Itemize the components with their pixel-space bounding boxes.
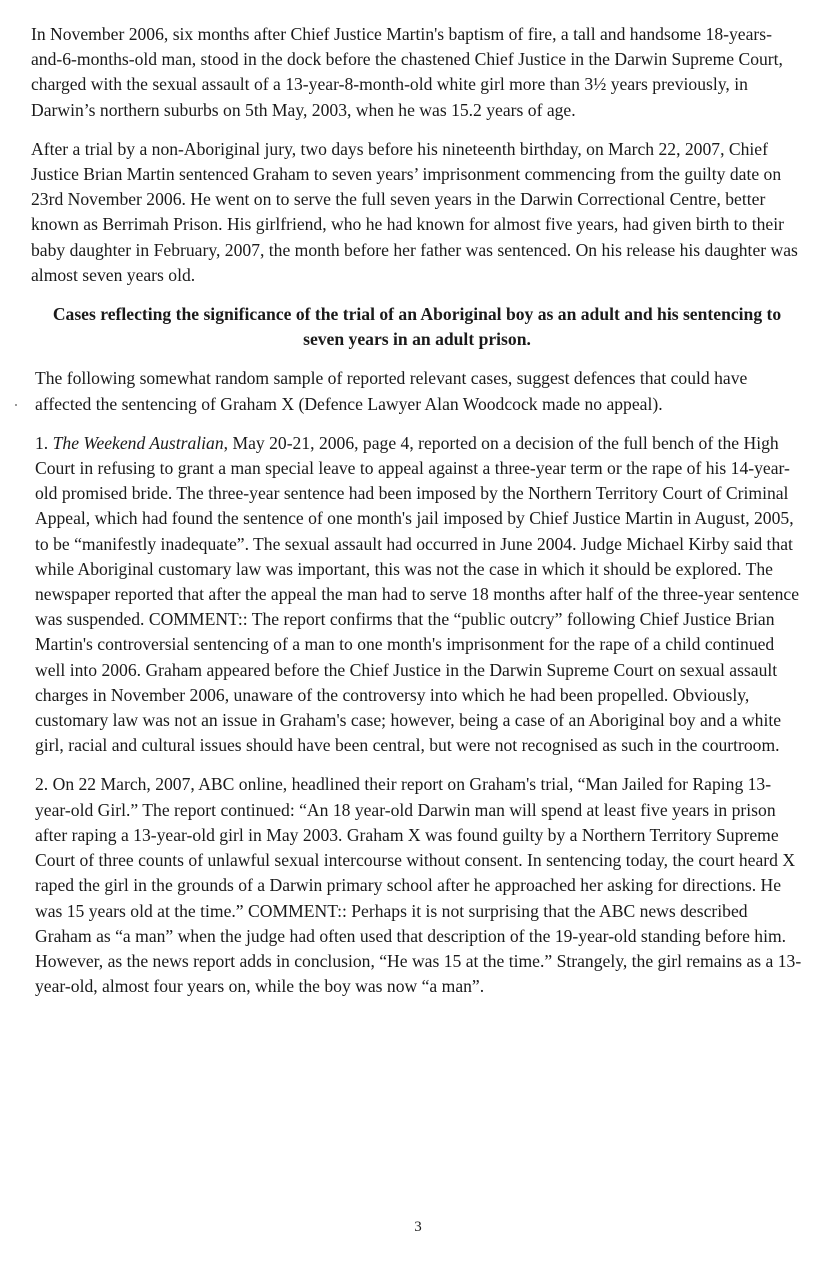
case-1-publication: The Weekend Australian: [52, 432, 224, 453]
case-1-paragraph: [35, 431, 803, 759]
scan-speck: [15, 404, 17, 406]
case-1-text: , May 20-21, 2006, page 4, reported on a decision of the full bench of the High Court in refusing to grant a man special leave to appeal against a three-year term or the rape of his 14-year-old promised bride. The three-year sentence had been imposed by the Northern Territory Court of Criminal Appeal, which had found the sentence of one month's jail imposed by Chief Justice Martin in August, 2005, to be “manifestly inadequate”. The sexual assault had occurred in June 2004. Judge Michael Kirby said that while Aboriginal customary law was important, this was not the case in which it should be explored. The newspaper reported that after the appeal the man had to serve 18 months after half of the three-year sentence was suspended. COMMENT:: The report confirms that the “public outcry” following Chief Justice Brian Martin's controversial sentencing of a man to one month's imprisonment for the rape of a child continued well into 2006. Graham appeared before the Chief Justice in the Darwin Supreme Court on sexual assault charges in November 2006, unaware of the controversy into which he had been propelled. Obviously, customary law was not an issue in Graham's case; however, being a case of an Aboriginal boy and a white girl, racial and cultural issues should have been central, but were not recognised as such in the courtroom.: [35, 432, 800, 756]
page-number: 3: [414, 1219, 422, 1235]
paragraph-november-2006: In November 2006, six months after Chief Justice Martin's baptism of fire, a tall and handsome 18-years-and-6-months-old man, stood in the dock before the chastened Chief Justice in the Darwin Supreme Court, charged with the sexual assault of a 13-year-8-month-old white girl more than 3½ years previously, in Darwin’s northern suburbs on 5th May, 2003, when he was 15.2 years of age.: [31, 24, 783, 120]
case-2-text: On 22 March, 2007, ABC online, headlined their report on Graham's trial, “Man Jailed for Raping 13-year-old Girl.” The report continued: “An 18 year-old Darwin man will spend at least five years in prison after raping a 13-year-old girl in May 2003. Graham X was found guilty by a Northern Territory Supreme Court of three counts of unlawful sexual intercourse without consent. In sentencing today, the court heard X raped the girl in the grounds of a Darwin primary school after he approached her asking for directions. He was 15 years old at the time.” COMMENT:: Perhaps it is not surprising that the ABC news described Graham as “a man” when the judge had often used that description of the 19-year-old standing before him. However, as the news report adds in conclusion, “He was 15 at the time.” Strangely, the girl remains as a 13-year-old, almost four years on, while the boy was now “a man”.: [35, 774, 802, 997]
case-2-number: 2.: [35, 774, 49, 795]
case-1-number: 1.: [35, 432, 49, 453]
document-page: [31, 22, 803, 1013]
intro-paragraph: The following somewhat random sample of reported relevant cases, suggest defences that could have affected the sentencing of Graham X (Defence Lawyer Alan Woodcock made no appeal).: [35, 368, 748, 414]
paragraph-trial-sentence: After a trial by a non-Aboriginal jury, two days before his nineteenth birthday, on March 22, 2007, Chief Justice Brian Martin sentenced Graham to seven years’ imprisonment commencing from the guilty date on 23rd November 2006. He went on to serve the full seven years in the Darwin Correctional Centre, better known as Berrimah Prison. His girlfriend, who he had known for almost five years, had given birth to their baby daughter in February, 2007, the month before her father was sentenced. On his release his daughter was almost seven years old.: [31, 138, 798, 285]
case-2-paragraph: [35, 772, 803, 999]
section-heading: Cases reflecting the significance of the trial of an Aboriginal boy as an adult and his sentencing to seven years in an adult prison.: [52, 304, 782, 350]
